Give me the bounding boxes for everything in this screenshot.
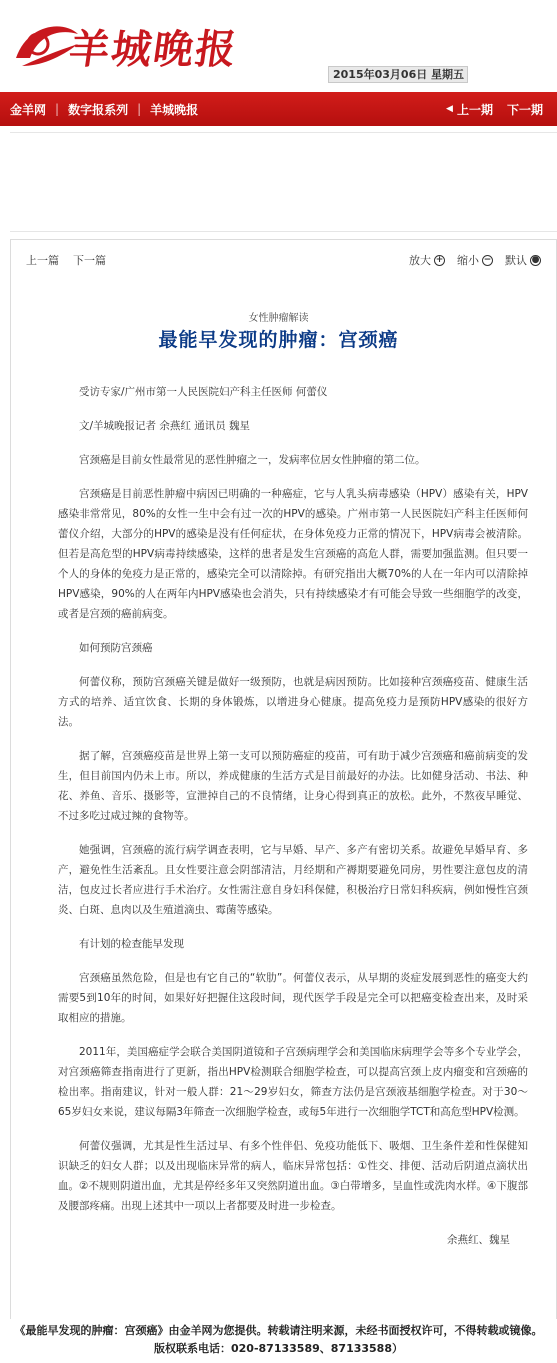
expert-line: 受访专家/广州市第一人民医院妇产科主任医师 何蕾仪	[79, 386, 328, 398]
prev-issue-link[interactable]: 上一期	[456, 102, 493, 117]
article-kicker: 女性肿瘤解读	[248, 313, 309, 324]
zoom-out-button[interactable]	[457, 252, 493, 268]
zoom-in-button[interactable]	[409, 252, 445, 268]
article-author: 余燕红、魏星	[447, 1234, 510, 1246]
byline: 文/羊城晚报记者 余燕红 通讯员 魏星	[79, 420, 251, 432]
nav-separator: |	[55, 102, 60, 116]
nav-separator: |	[137, 102, 142, 116]
paragraph: 据了解，宫颈癌疫苗是世界上第一支可以预防癌症的疫苗，可有助于减少宫颈癌和癌前病变的发生，但目前国内仍未上市。所以，养成健康的生活方式是目前最好的办法。比如健身活动、书法、种花、养鱼、音乐、摄影等，宣泄掉自己的不良情绪，让身心得到真正的放松。此外，不熬夜早睡觉、不过多吃过咸过辣的食物等。	[58, 750, 528, 822]
nav-item-jinyang[interactable]: 金羊网	[10, 102, 47, 117]
paragraph: 宫颈癌虽然危险，但是也有它自己的“软肋”。何蕾仪表示，从早期的炎症发展到恶性的癌变大约需要5到10年的时间，如果好好把握住这段时间，现代医学手段是完全可以把癌变检查出来，及时采取相应的措施。	[58, 972, 528, 1024]
next-issue-link[interactable]: 下一期	[506, 102, 543, 117]
article-title: 最能早发现的肿瘤：宫颈癌	[158, 329, 399, 351]
plus-icon: +	[435, 254, 444, 265]
zoom-default-label: 默认	[505, 254, 527, 267]
zoom-in-label: 放大	[409, 254, 431, 267]
paragraph: 何蕾仪强调，尤其是性生活过早、有多个性伴侣、免疫功能低下、吸烟、卫生条件差和性保健知识缺乏的妇女人群；以及出现临床异常的病人，临床异常包括：①性交、排便、活动后阴道点滴状出血。②不规则阴道出血，尤其是停经多年又突然阴道出血。③白带增多，呈血性或洗肉水样。④下腹部及腰部疼痛。出现上述其中一项以上者都要及时进一步检查。	[58, 1140, 528, 1212]
paragraph: 宫颈癌是目前恶性肿瘤中病因已明确的一种癌症，它与人乳头病毒感染（HPV）感染有关，HPV感染非常常见，80%的女性一生中会有过一次的HPV的感染。广州市第一人民医院妇产科主任医师何蕾仪介绍，大部分的HPV的感染是没有任何症状，在身体免疫力正常的情况下，HPV病毒会被清除。但若是高危型的HPV病毒持续感染，这样的患者是发生宫颈癌的高危人群，需要加强监测。但只要一个人的身体的免疫力是正常的，感染完全可以清除掉。有研究指出大概70%的人在一年内可以清除掉HPV感染，90%的人在两年内HPV感染也会消失，只有持续感染才有可能会导致一些细胞学的改变，或者是宫颈的癌前病变。	[58, 488, 528, 620]
banner-area	[10, 132, 557, 232]
section-heading: 有计划的检查能早发现	[79, 938, 184, 950]
prev-arrow-icon: ◀	[446, 104, 453, 114]
dot-icon: ●	[531, 254, 540, 265]
next-article-link[interactable]: 下一篇	[73, 254, 106, 267]
logo-text[interactable]: 羊城晚报	[66, 26, 241, 73]
paragraph: 2011年，美国癌症学会联合美国阴道镜和子宫颈病理学会和美国临床病理学会等多个专业学会，对宫颈癌筛查指南进行了更新，指出HPV检测联合细胞学检查，可以提高宫颈上皮内瘤变和宫颈癌的检出率。指南建议，针对一般人群：21～29岁妇女，筛查方法仍是宫颈液基细胞学检查。对于30～65岁妇女来说，建议每隔3年筛查一次细胞学检查，或每5年进行一次细胞学TCT和高危型HPV检测。	[58, 1046, 528, 1118]
minus-icon: −	[483, 254, 492, 265]
copyright-note: 《最能早发现的肿瘤：宫颈癌》由金羊网为您提供。转载请注明来源，未经书面授权许可，不得转载或镜像。版权联系电话：020-87133589、87133588）	[14, 1324, 543, 1355]
paragraph: 何蕾仪称，预防宫颈癌关键是做好一级预防，也就是病因预防。比如接种宫颈癌疫苗、健康生活方式的培养、适宜饮食、长期的身体锻炼，以增进身心健康。提高免疫力是预防HPV感染的很好方法。	[58, 676, 528, 728]
nav-item-digital[interactable]: 数字报系列	[68, 102, 129, 117]
article-body	[58, 382, 528, 1264]
nav-item-ycwb[interactable]: 羊城晚报	[150, 102, 199, 117]
paragraph: 她强调，宫颈癌的流行病学调查表明，它与早婚、早产、多产有密切关系。故避免早婚早育、多产，避免性生活紊乱。且女性要注意会阴部清洁，月经期和产褥期要避免同房，男性要注意包皮的清洁，包皮过长者应进行手术治疗。女性需注意自身妇科保健，积极治疗日常妇科疾病，例如慢性宫颈炎、白斑、息肉以及生殖道滴虫、霉菌等感染。	[58, 844, 528, 916]
zoom-default-button[interactable]	[505, 252, 541, 268]
section-heading: 如何预防宫颈癌	[79, 642, 153, 654]
page-header	[0, 0, 557, 90]
issue-date: 2015年03月06日 星期五	[328, 66, 468, 83]
article-toolbar	[26, 252, 541, 268]
paragraph: 宫颈癌是目前女性最常见的恶性肿瘤之一，发病率位居女性肿瘤的第二位。	[79, 454, 426, 466]
top-nav	[0, 92, 557, 126]
prev-article-link[interactable]: 上一篇	[26, 254, 59, 267]
zoom-out-label: 缩小	[457, 254, 479, 267]
